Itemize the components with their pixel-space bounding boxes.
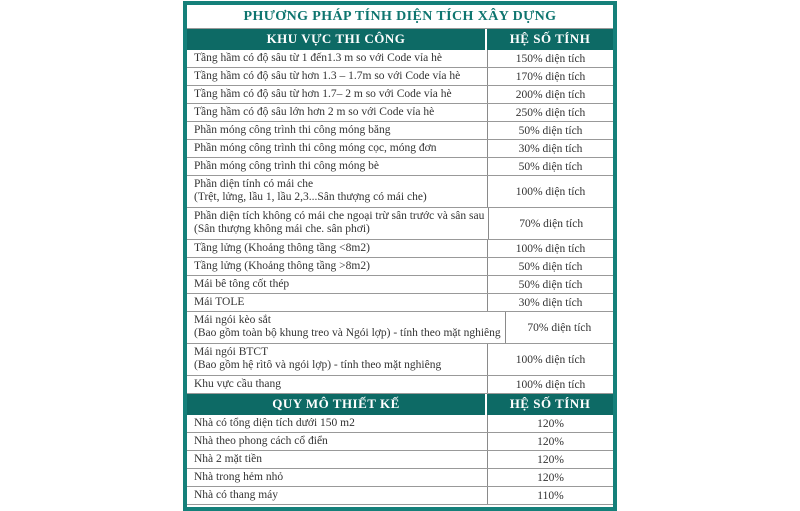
row-label-cell bbox=[187, 469, 487, 486]
table-section bbox=[187, 394, 613, 505]
table-row bbox=[187, 276, 613, 294]
row-label-line: (Bao gồm hệ rìtô và ngói lợp) - tính theo mặt nghiêng bbox=[194, 359, 442, 371]
table-row bbox=[187, 344, 613, 376]
row-value-cell: 100% diện tích bbox=[487, 344, 613, 375]
row-label-line: Tầng lửng (Khoảng thông tầng <8m2) bbox=[194, 242, 370, 254]
table-row bbox=[187, 487, 613, 505]
table-row bbox=[187, 140, 613, 158]
row-label-cell bbox=[187, 140, 487, 157]
row-label-cell bbox=[187, 258, 487, 275]
row-label-line: Phần móng công trình thi công móng băng bbox=[194, 124, 391, 136]
table-title: PHƯƠNG PHÁP TÍNH DIỆN TÍCH XÂY DỰNG bbox=[187, 5, 613, 29]
row-value-cell: 30% diện tích bbox=[487, 140, 613, 157]
row-label-cell bbox=[187, 451, 487, 468]
row-value-cell: 70% diện tích bbox=[505, 312, 613, 343]
row-value-cell: 150% diện tích bbox=[487, 50, 613, 67]
row-label-cell bbox=[187, 86, 487, 103]
section-header-col2: HỆ SỐ TÍNH bbox=[485, 29, 613, 50]
table-row bbox=[187, 68, 613, 86]
row-label-cell bbox=[187, 276, 487, 293]
row-label-line: (Bao gồm toàn bộ khung treo và Ngói lợp) - tính theo mặt nghiêng bbox=[194, 327, 501, 339]
table-row bbox=[187, 104, 613, 122]
row-value-cell: 100% diện tích bbox=[487, 176, 613, 207]
row-label-line: Nhà trong hẻm nhỏ bbox=[194, 471, 284, 483]
row-value-cell: 120% bbox=[487, 469, 613, 486]
row-label-line: Phần diện tính có mái che bbox=[194, 178, 314, 190]
row-label-line: Nhà 2 mặt tiền bbox=[194, 453, 263, 465]
row-label-cell bbox=[187, 294, 487, 311]
table-row bbox=[187, 415, 613, 433]
table-row bbox=[187, 433, 613, 451]
row-label-line: Tầng lửng (Khoảng thông tầng >8m2) bbox=[194, 260, 370, 272]
row-label-line: Nhà theo phong cách cổ điển bbox=[194, 435, 328, 447]
row-label-line: Tầng hầm có độ sâu lớn hơn 2 m so với Code vỉa hè bbox=[194, 106, 435, 118]
row-value-cell: 100% diện tích bbox=[487, 240, 613, 257]
row-label-line: (Trệt, lửng, lầu 1, lầu 2,3...Sân thượng có mái che) bbox=[194, 191, 427, 203]
table-row bbox=[187, 208, 613, 240]
row-value-cell: 50% diện tích bbox=[487, 276, 613, 293]
row-value-cell: 100% diện tích bbox=[487, 376, 613, 393]
table-row bbox=[187, 294, 613, 312]
row-value-cell: 50% diện tích bbox=[487, 158, 613, 175]
row-label-line: Tầng hầm có độ sâu từ hơn 1.3 – 1.7m so với Code vỉa hè bbox=[194, 70, 461, 82]
row-value-cell: 120% bbox=[487, 433, 613, 450]
section-header-col1: KHU VỰC THI CÔNG bbox=[266, 31, 406, 46]
row-label-cell bbox=[187, 122, 487, 139]
table-row bbox=[187, 122, 613, 140]
row-label-cell bbox=[187, 50, 487, 67]
row-label-cell bbox=[187, 415, 487, 432]
row-label-line: Khu vực cầu thang bbox=[194, 378, 282, 390]
row-value-cell: 170% diện tích bbox=[487, 68, 613, 85]
row-label-line: Tầng hầm có độ sâu từ 1 đến1.3 m so với Code vỉa hè bbox=[194, 52, 443, 64]
row-value-cell: 50% diện tích bbox=[487, 258, 613, 275]
section-header-col2: HỆ SỐ TÍNH bbox=[485, 394, 613, 415]
table-row bbox=[187, 50, 613, 68]
table-row bbox=[187, 258, 613, 276]
row-label-line: Phần diện tích không có mái che ngoại trừ sân trước và sân sau bbox=[194, 210, 485, 222]
row-label-cell bbox=[187, 104, 487, 121]
area-calculation-table bbox=[183, 1, 617, 511]
row-value-cell: 30% diện tích bbox=[487, 294, 613, 311]
row-label-line: Nhà có thang máy bbox=[194, 489, 278, 501]
row-value-cell: 250% diện tích bbox=[487, 104, 613, 121]
row-label-cell bbox=[187, 344, 487, 375]
row-label-line: Mái ngói kèo sắt bbox=[194, 314, 271, 326]
row-value-cell: 120% bbox=[487, 451, 613, 468]
row-label-cell bbox=[187, 376, 487, 393]
row-label-line: Phần móng công trình thi công móng cọc, móng đơn bbox=[194, 142, 437, 154]
row-label-cell bbox=[187, 487, 487, 504]
section-header-col1: QUY MÔ THIẾT KẾ bbox=[272, 396, 400, 411]
row-label-cell bbox=[187, 240, 487, 257]
row-value-cell: 200% diện tích bbox=[487, 86, 613, 103]
section-header-row bbox=[187, 29, 613, 50]
row-label-line: Phần móng công trình thi công móng bè bbox=[194, 160, 379, 172]
row-label-cell bbox=[187, 68, 487, 85]
row-label-line: Tầng hầm có độ sâu từ hơn 1.7– 2 m so với Code vỉa hè bbox=[194, 88, 452, 100]
table-row bbox=[187, 469, 613, 487]
row-label-line: Nhà có tổng diện tích dưới 150 m2 bbox=[194, 417, 355, 429]
row-value-cell: 50% diện tích bbox=[487, 122, 613, 139]
table-section bbox=[187, 29, 613, 394]
table-sections bbox=[187, 29, 613, 505]
row-label-cell bbox=[187, 312, 505, 343]
row-label-cell bbox=[187, 208, 488, 239]
row-value-cell: 120% bbox=[487, 415, 613, 432]
table-row bbox=[187, 158, 613, 176]
table-row bbox=[187, 240, 613, 258]
table-row bbox=[187, 312, 613, 344]
row-label-cell bbox=[187, 176, 487, 207]
row-label-line: Mái ngói BTCT bbox=[194, 346, 269, 358]
page-background bbox=[0, 1, 800, 502]
row-value-cell: 70% diện tích bbox=[488, 208, 613, 239]
row-label-line: Mái TOLE bbox=[194, 296, 245, 308]
table-row bbox=[187, 176, 613, 208]
table-row bbox=[187, 376, 613, 394]
row-label-line: Mái bê tông cốt thép bbox=[194, 278, 290, 290]
row-value-cell: 110% bbox=[487, 487, 613, 504]
row-label-line: (Sân thượng không mái che. sân phơi) bbox=[194, 223, 370, 235]
row-label-cell bbox=[187, 433, 487, 450]
section-header-row bbox=[187, 394, 613, 415]
row-label-cell bbox=[187, 158, 487, 175]
section-rows bbox=[187, 50, 613, 394]
table-row bbox=[187, 86, 613, 104]
section-rows bbox=[187, 415, 613, 505]
table-row bbox=[187, 451, 613, 469]
